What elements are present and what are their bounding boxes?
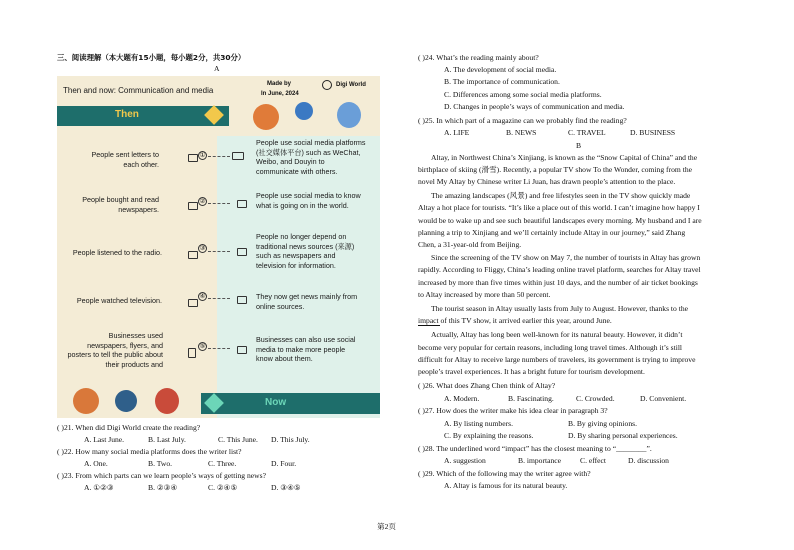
poster-icon — [188, 348, 196, 358]
q26-option-b: B. Fascinating. — [508, 394, 554, 403]
passage-a-label: A — [214, 64, 220, 73]
person-illustration-icon — [337, 102, 361, 128]
envelope-icon — [188, 154, 198, 162]
q27-option-c: C. By explaining the reasons. — [444, 431, 534, 440]
person-illustration-icon — [253, 104, 279, 130]
question-28: ( )28. The underlined word “impact” has the closest meaning to “________”. — [418, 444, 652, 453]
now-item-5: Businesses can also use social media to make more people know about them. — [256, 335, 356, 364]
then-item-3: People listened to the radio. — [72, 248, 162, 257]
impact-underline — [418, 325, 440, 326]
number-5: ⑤ — [199, 343, 206, 350]
then-label: Then — [115, 109, 139, 120]
passage-b-line: Since the screening of the TV show on May 7, the number of tourists in Altay has grown — [431, 253, 701, 262]
q24-option-c: C. Differences among some social media platforms. — [444, 90, 602, 99]
q22-option-a: A. One. — [84, 459, 108, 468]
question-23: ( )23. From which parts can we learn people’s ways of getting news? — [57, 471, 266, 480]
q28-option-a: A. suggestion — [444, 456, 486, 465]
globe-icon — [322, 80, 332, 90]
question-27: ( )27. How does the writer make his idea clear in paragraph 3? — [418, 406, 608, 415]
q28-option-c: C. effect — [580, 456, 607, 465]
q25-option-c: C. TRAVEL — [568, 128, 606, 137]
person-illustration-icon — [155, 388, 179, 414]
passage-b-line: The tourist season in Altay usually lasts from July to August. However, thanks to the — [431, 304, 689, 313]
question-24: ( )24. What’s the reading mainly about? — [418, 53, 539, 62]
connector-line — [208, 348, 230, 349]
q29-option-a: A. Altay is famous for its natural beauty. — [444, 481, 568, 490]
passage-b-line: The amazing landscapes (风景) and free lifestyles seen in the TV show quickly made — [431, 191, 691, 200]
now-panel — [217, 136, 380, 418]
connector-line — [208, 251, 230, 252]
connector-line — [208, 298, 230, 299]
q26-option-c: C. Crowded. — [576, 394, 615, 403]
q23-option-c: C. ②④⑤ — [208, 483, 238, 492]
reader-illustration-icon — [73, 388, 99, 414]
passage-b-line: Altay a hot place for tourists. “It’s like a place out of this world. I can’t imagine how happy I — [418, 203, 700, 212]
then-item-4: People watched television. — [76, 296, 162, 305]
newspaper-icon — [188, 202, 198, 210]
infographic-title: Then and now: Communication and media — [63, 86, 214, 95]
q23-option-d: D. ③④⑤ — [271, 483, 301, 492]
q22-option-c: C. Three. — [208, 459, 237, 468]
question-21: ( )21. When did Digi World create the reading? — [57, 423, 201, 432]
q22-option-d: D. Four. — [271, 459, 297, 468]
radio-illustration-icon — [115, 390, 137, 412]
date-label: In June, 2024 — [261, 91, 299, 97]
passage-b-line: Actually, Altay has long been well-known for its natural beauty. However, it didn’t — [431, 330, 683, 339]
number-1: ① — [199, 152, 206, 159]
q27-option-b: B. By giving opinions. — [568, 419, 637, 428]
news-site-icon — [237, 200, 247, 208]
now-item-4: They now get news mainly from online sources. — [256, 292, 358, 311]
q27-option-d: D. By sharing personal experiences. — [568, 431, 678, 440]
television-icon — [188, 299, 198, 307]
question-26: ( )26. What does Zhang Chen think of Altay? — [418, 381, 556, 390]
passage-b-line: Chen, a 31-year-old from Beijing. — [418, 240, 522, 249]
q26-option-d: D. Convenient. — [640, 394, 687, 403]
radio-icon — [188, 251, 198, 259]
now-banner — [201, 393, 380, 414]
passage-b-line: planning a trip to Xinjiang and we’ll certainly include Altay in our journey,” said Zhang — [418, 228, 686, 237]
q22-option-b: B. Two. — [148, 459, 173, 468]
passage-b-line: would be to wake up and see such beautiful landscapes every morning. My husband and I are — [418, 216, 702, 225]
now-item-3: People no longer depend on traditional news sources (来源) such as newspapers and television for information. — [256, 232, 355, 270]
passage-b-line: birthplace of skiing (滑雪). Recently, a popular TV show To the Wonder, coming from the — [418, 165, 692, 174]
connector-line — [208, 156, 230, 157]
passage-b-line: impact of this TV show, it arrived earlier this year, around June. — [418, 316, 612, 325]
question-25: ( )25. In which part of a magazine can we probably find the reading? — [418, 116, 627, 125]
q23-option-b: B. ②③④ — [148, 483, 178, 492]
mobile-ad-icon — [237, 346, 247, 354]
page-number: 第2页 — [377, 522, 396, 531]
number-4: ④ — [199, 293, 206, 300]
q25-option-b: B. NEWS — [506, 128, 537, 137]
then-item-2: People bought and read newspapers. — [82, 195, 159, 214]
q27-option-a: A. By listing numbers. — [444, 419, 513, 428]
diamond-arrow-icon — [204, 393, 224, 413]
passage-b-line: Altay, in Northwest China’s Xinjiang, is known as the “Snow Capital of China” and the — [431, 153, 698, 162]
diamond-arrow-icon — [204, 105, 224, 125]
then-item-5: Businesses used newspapers, flyers, and posters to tell the public about their products and — [67, 331, 163, 369]
then-panel — [57, 136, 217, 418]
passage-b-line: novel My Altay by Chinese writer Li Juan, has drawn people’s attention to the place. — [418, 177, 676, 186]
passage-b-line: difficult for Altay to receive large numbers of travelers, its government is trying to improve — [418, 355, 696, 364]
q28-option-b: B. importance — [518, 456, 562, 465]
q21-option-d: D. This July. — [271, 435, 310, 444]
question-22: ( )22. How many social media platforms does the writer list? — [57, 447, 242, 456]
q21-option-c: C. This June. — [218, 435, 258, 444]
connector-line — [208, 203, 230, 204]
then-item-1: People sent letters to each other. — [91, 150, 159, 169]
brand-name: Digi World — [336, 82, 366, 88]
q26-option-a: A. Modern. — [444, 394, 480, 403]
passage-b-label: B — [576, 141, 582, 150]
now-label: Now — [265, 397, 287, 408]
passage-b-line: increased by more than five times within just 10 days, and the number of air ticket bookings — [418, 278, 698, 287]
passage-b-line: become very popular for certain reasons, including long travel times. Although it’s still — [418, 343, 683, 352]
infographic — [57, 76, 380, 418]
q25-option-a: A. LIFE — [444, 128, 470, 137]
now-item-2: People use social media to know what is going on in the world. — [256, 191, 361, 210]
q21-option-a: A. Last June. — [84, 435, 125, 444]
phone-illustration-icon — [295, 102, 313, 120]
now-item-1: People use social media platforms (社交媒体平台) such as WeChat, Weibo, and Douyin to communicate with others. — [256, 138, 366, 176]
chat-icon — [232, 152, 244, 160]
passage-b-line: people’s travel experiences. It has a bright future for tourism development. — [418, 367, 645, 376]
passage-b-line: to Altay increased by more than 50 percent. — [418, 290, 551, 299]
code-screen-icon — [237, 296, 247, 304]
q24-option-d: D. Changes in people’s ways of communication and media. — [444, 102, 625, 111]
q24-option-a: A. The development of social media. — [444, 65, 557, 74]
q23-option-a: A. ①②③ — [84, 483, 114, 492]
number-2: ② — [199, 198, 206, 205]
then-banner — [57, 106, 229, 126]
q21-option-b: B. Last July. — [148, 435, 186, 444]
number-3: ③ — [199, 245, 206, 252]
laptop-icon — [237, 248, 247, 256]
passage-b-line: rapidly. According to Fliggy, China’s leading online travel platform, searches for Altay travel — [418, 265, 701, 274]
q24-option-b: B. The importance of communication. — [444, 77, 560, 86]
question-29: ( )29. Which of the following may the writer agree with? — [418, 469, 591, 478]
q28-option-d: D. discussion — [628, 456, 669, 465]
made-by: Made by — [267, 81, 292, 87]
q25-option-d: D. BUSINESS — [630, 128, 676, 137]
section-title: 三、阅读理解（本大题有15小题，每小题2分，共30分） — [57, 53, 246, 62]
